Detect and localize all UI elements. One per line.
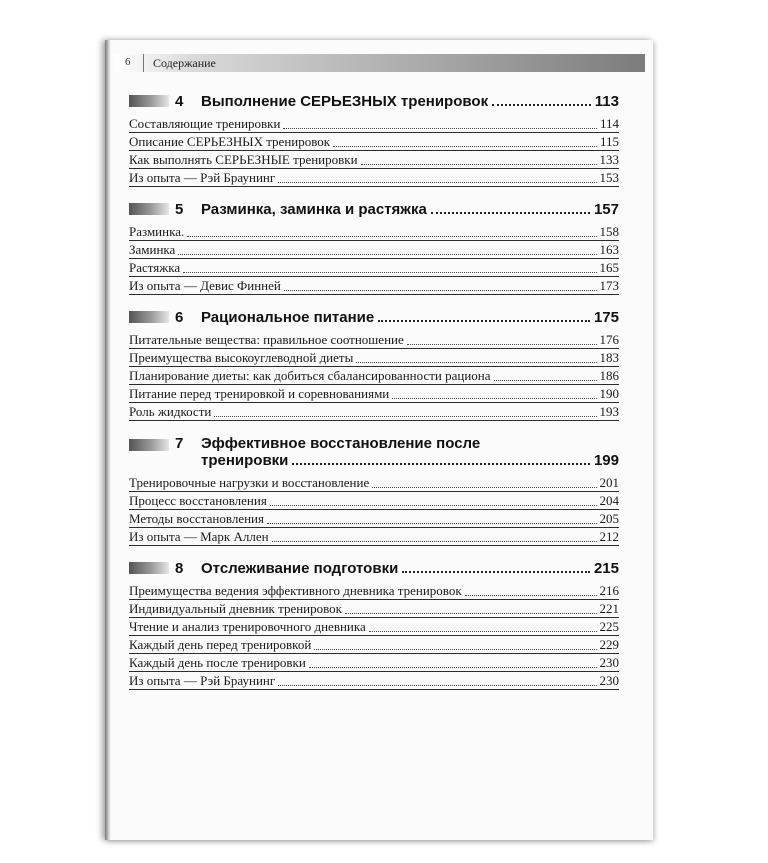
chapter-page: 157: [593, 201, 619, 218]
leader-dots: [314, 649, 596, 650]
leader-dots: [372, 487, 596, 488]
toc-entry[interactable]: [129, 636, 619, 654]
leader-dots: [270, 505, 597, 506]
entry-page: 176: [599, 332, 619, 347]
header-title: Содержание: [153, 56, 216, 70]
entry-title: Из опыта — Рэй Браунинг: [129, 170, 276, 185]
chapter-title-line1: Эффективное восстановление после: [201, 435, 481, 452]
entry-page: 114: [599, 116, 619, 131]
page-spine-shadow: [105, 40, 111, 840]
chapter-page: 113: [594, 93, 619, 110]
chapter-title-line2: тренировки: [201, 452, 289, 469]
entry-page: 212: [599, 529, 619, 544]
entry-page: 190: [599, 386, 619, 401]
entry-title: Составляющие тренировки: [129, 116, 281, 131]
chapter-marker-bar: [129, 311, 169, 323]
toc-entry[interactable]: [129, 115, 619, 133]
entry-page: 230: [599, 655, 619, 670]
entry-title: Питательные вещества: правильное соотношение: [129, 332, 404, 347]
chapter-marker-bar: [129, 95, 169, 107]
book-page: [105, 40, 653, 840]
entry-title: Из опыта — Марк Аллен: [129, 529, 269, 544]
entry-title: Преимущества высокоуглеводной диеты: [129, 350, 354, 365]
toc-entry[interactable]: [129, 618, 619, 636]
entry-title: Тренировочные нагрузки и восстановление: [129, 475, 370, 490]
toc-entry[interactable]: [129, 259, 619, 277]
entry-title: Заминка: [129, 242, 176, 257]
chapter-8: [129, 560, 619, 690]
leader-dots: [402, 571, 590, 573]
toc-entry[interactable]: [129, 223, 619, 241]
leader-dots: [309, 667, 597, 668]
toc-entry[interactable]: [129, 492, 619, 510]
toc-entry[interactable]: [129, 672, 619, 690]
entry-page: 225: [599, 619, 619, 634]
chapter-6: [129, 309, 619, 421]
chapter-title: Рациональное питание: [201, 309, 375, 326]
leader-dots: [283, 128, 597, 129]
chapter-title: Отслеживание подготовки: [201, 560, 399, 577]
leader-dots: [465, 595, 597, 596]
leader-dots: [356, 362, 596, 363]
entry-page: 204: [599, 493, 619, 508]
entry-page: 193: [599, 404, 619, 419]
chapter-marker-bar: [129, 439, 169, 451]
entry-title: Разминка.: [129, 224, 185, 239]
entry-title: Описание СЕРЬЕЗНЫХ тренировок: [129, 134, 331, 149]
entry-page: 173: [599, 278, 619, 293]
entry-title: Чтение и анализ тренировочного дневника: [129, 619, 366, 634]
entry-title: Каждый день после тренировки: [129, 655, 306, 670]
toc-entry[interactable]: [129, 600, 619, 618]
entry-page: 229: [599, 637, 619, 652]
toc-entry[interactable]: [129, 241, 619, 259]
entry-title: Планирование диеты: как добиться сбалансированности рациона: [129, 368, 491, 383]
chapter-number: 7: [175, 435, 184, 452]
toc-entry[interactable]: [129, 385, 619, 403]
leader-dots: [431, 212, 590, 214]
leader-dots: [407, 344, 597, 345]
chapter-title: Разминка, заминка и растяжка: [201, 201, 427, 218]
leader-dots: [392, 398, 596, 399]
entry-title: Как выполнять СЕРЬЕЗНЫЕ тренировки: [129, 152, 358, 167]
chapter-marker-bar: [129, 562, 169, 574]
entry-title: Методы восстановления: [129, 511, 264, 526]
chapter-number: 4: [175, 93, 184, 110]
entry-page: 230: [599, 673, 619, 688]
chapter-page: 215: [593, 560, 619, 577]
header-separator: [143, 54, 144, 72]
toc-entry[interactable]: [129, 582, 619, 600]
chapter-heading: [129, 309, 619, 326]
chapter-heading: [129, 201, 619, 218]
leader-dots: [361, 164, 597, 165]
entry-page: 205: [599, 511, 619, 526]
entry-page: 153: [599, 170, 619, 185]
chapter-5: [129, 201, 619, 295]
toc-entry[interactable]: [129, 367, 619, 385]
entry-title: Роль жидкости: [129, 404, 212, 419]
leader-dots: [345, 613, 596, 614]
entry-title: Питание перед тренировкой и соревнованиями: [129, 386, 390, 401]
entry-page: 186: [599, 368, 619, 383]
leader-dots: [278, 685, 596, 686]
leader-dots: [267, 523, 597, 524]
toc-entry[interactable]: [129, 331, 619, 349]
toc-entry[interactable]: [129, 654, 619, 672]
leader-dots: [492, 104, 591, 106]
entry-page: 133: [599, 152, 619, 167]
chapter-heading: [129, 93, 619, 110]
leader-dots: [183, 272, 596, 273]
entry-title: Из опыта — Рэй Браунинг: [129, 673, 276, 688]
chapter-number: 6: [175, 309, 184, 326]
chapter-title: Выполнение СЕРЬЕЗНЫХ тренировок: [201, 93, 489, 110]
entry-title: Процесс восстановления: [129, 493, 267, 508]
chapter-page: 175: [593, 309, 619, 326]
leader-dots: [214, 416, 596, 417]
chapter-marker-bar: [129, 203, 169, 215]
leader-dots: [494, 380, 597, 381]
leader-dots: [378, 320, 590, 322]
running-header: [115, 54, 645, 72]
chapter-number: 8: [175, 560, 184, 577]
chapter-page: 199: [593, 452, 619, 469]
leader-dots: [178, 254, 596, 255]
chapter-4: [129, 93, 619, 187]
toc-entry[interactable]: [129, 169, 619, 187]
toc-entry[interactable]: [129, 403, 619, 421]
leader-dots: [278, 182, 596, 183]
entry-page: 201: [599, 475, 619, 490]
toc-entry[interactable]: [129, 349, 619, 367]
leader-dots: [284, 290, 597, 291]
toc-entry[interactable]: [129, 277, 619, 295]
leader-dots: [292, 463, 590, 465]
entry-title: Преимущества ведения эффективного дневника тренировок: [129, 583, 462, 598]
entry-page: 183: [599, 350, 619, 365]
entry-title: Индивидуальный дневник тренировок: [129, 601, 343, 616]
toc-entry[interactable]: [129, 151, 619, 169]
entry-page: 115: [599, 134, 619, 149]
toc-entry[interactable]: [129, 474, 619, 492]
entry-title: Растяжка: [129, 260, 181, 275]
entry-page: 221: [599, 601, 619, 616]
chapter-7: [129, 435, 619, 546]
entry-page: 165: [599, 260, 619, 275]
toc-entry[interactable]: [129, 510, 619, 528]
entry-page: 163: [599, 242, 619, 257]
table-of-contents: [129, 93, 619, 704]
leader-dots: [272, 541, 597, 542]
chapter-heading: [129, 435, 619, 469]
leader-dots: [187, 236, 596, 237]
leader-dots: [333, 146, 597, 147]
chapter-number: 5: [175, 201, 184, 218]
entry-page: 158: [599, 224, 619, 239]
page-number: 6: [125, 56, 131, 68]
toc-entry[interactable]: [129, 528, 619, 546]
entry-title: Из опыта — Девис Финней: [129, 278, 281, 293]
leader-dots: [369, 631, 597, 632]
toc-entry[interactable]: [129, 133, 619, 151]
chapter-heading: [129, 560, 619, 577]
entry-title: Каждый день перед тренировкой: [129, 637, 312, 652]
entry-page: 216: [599, 583, 619, 598]
